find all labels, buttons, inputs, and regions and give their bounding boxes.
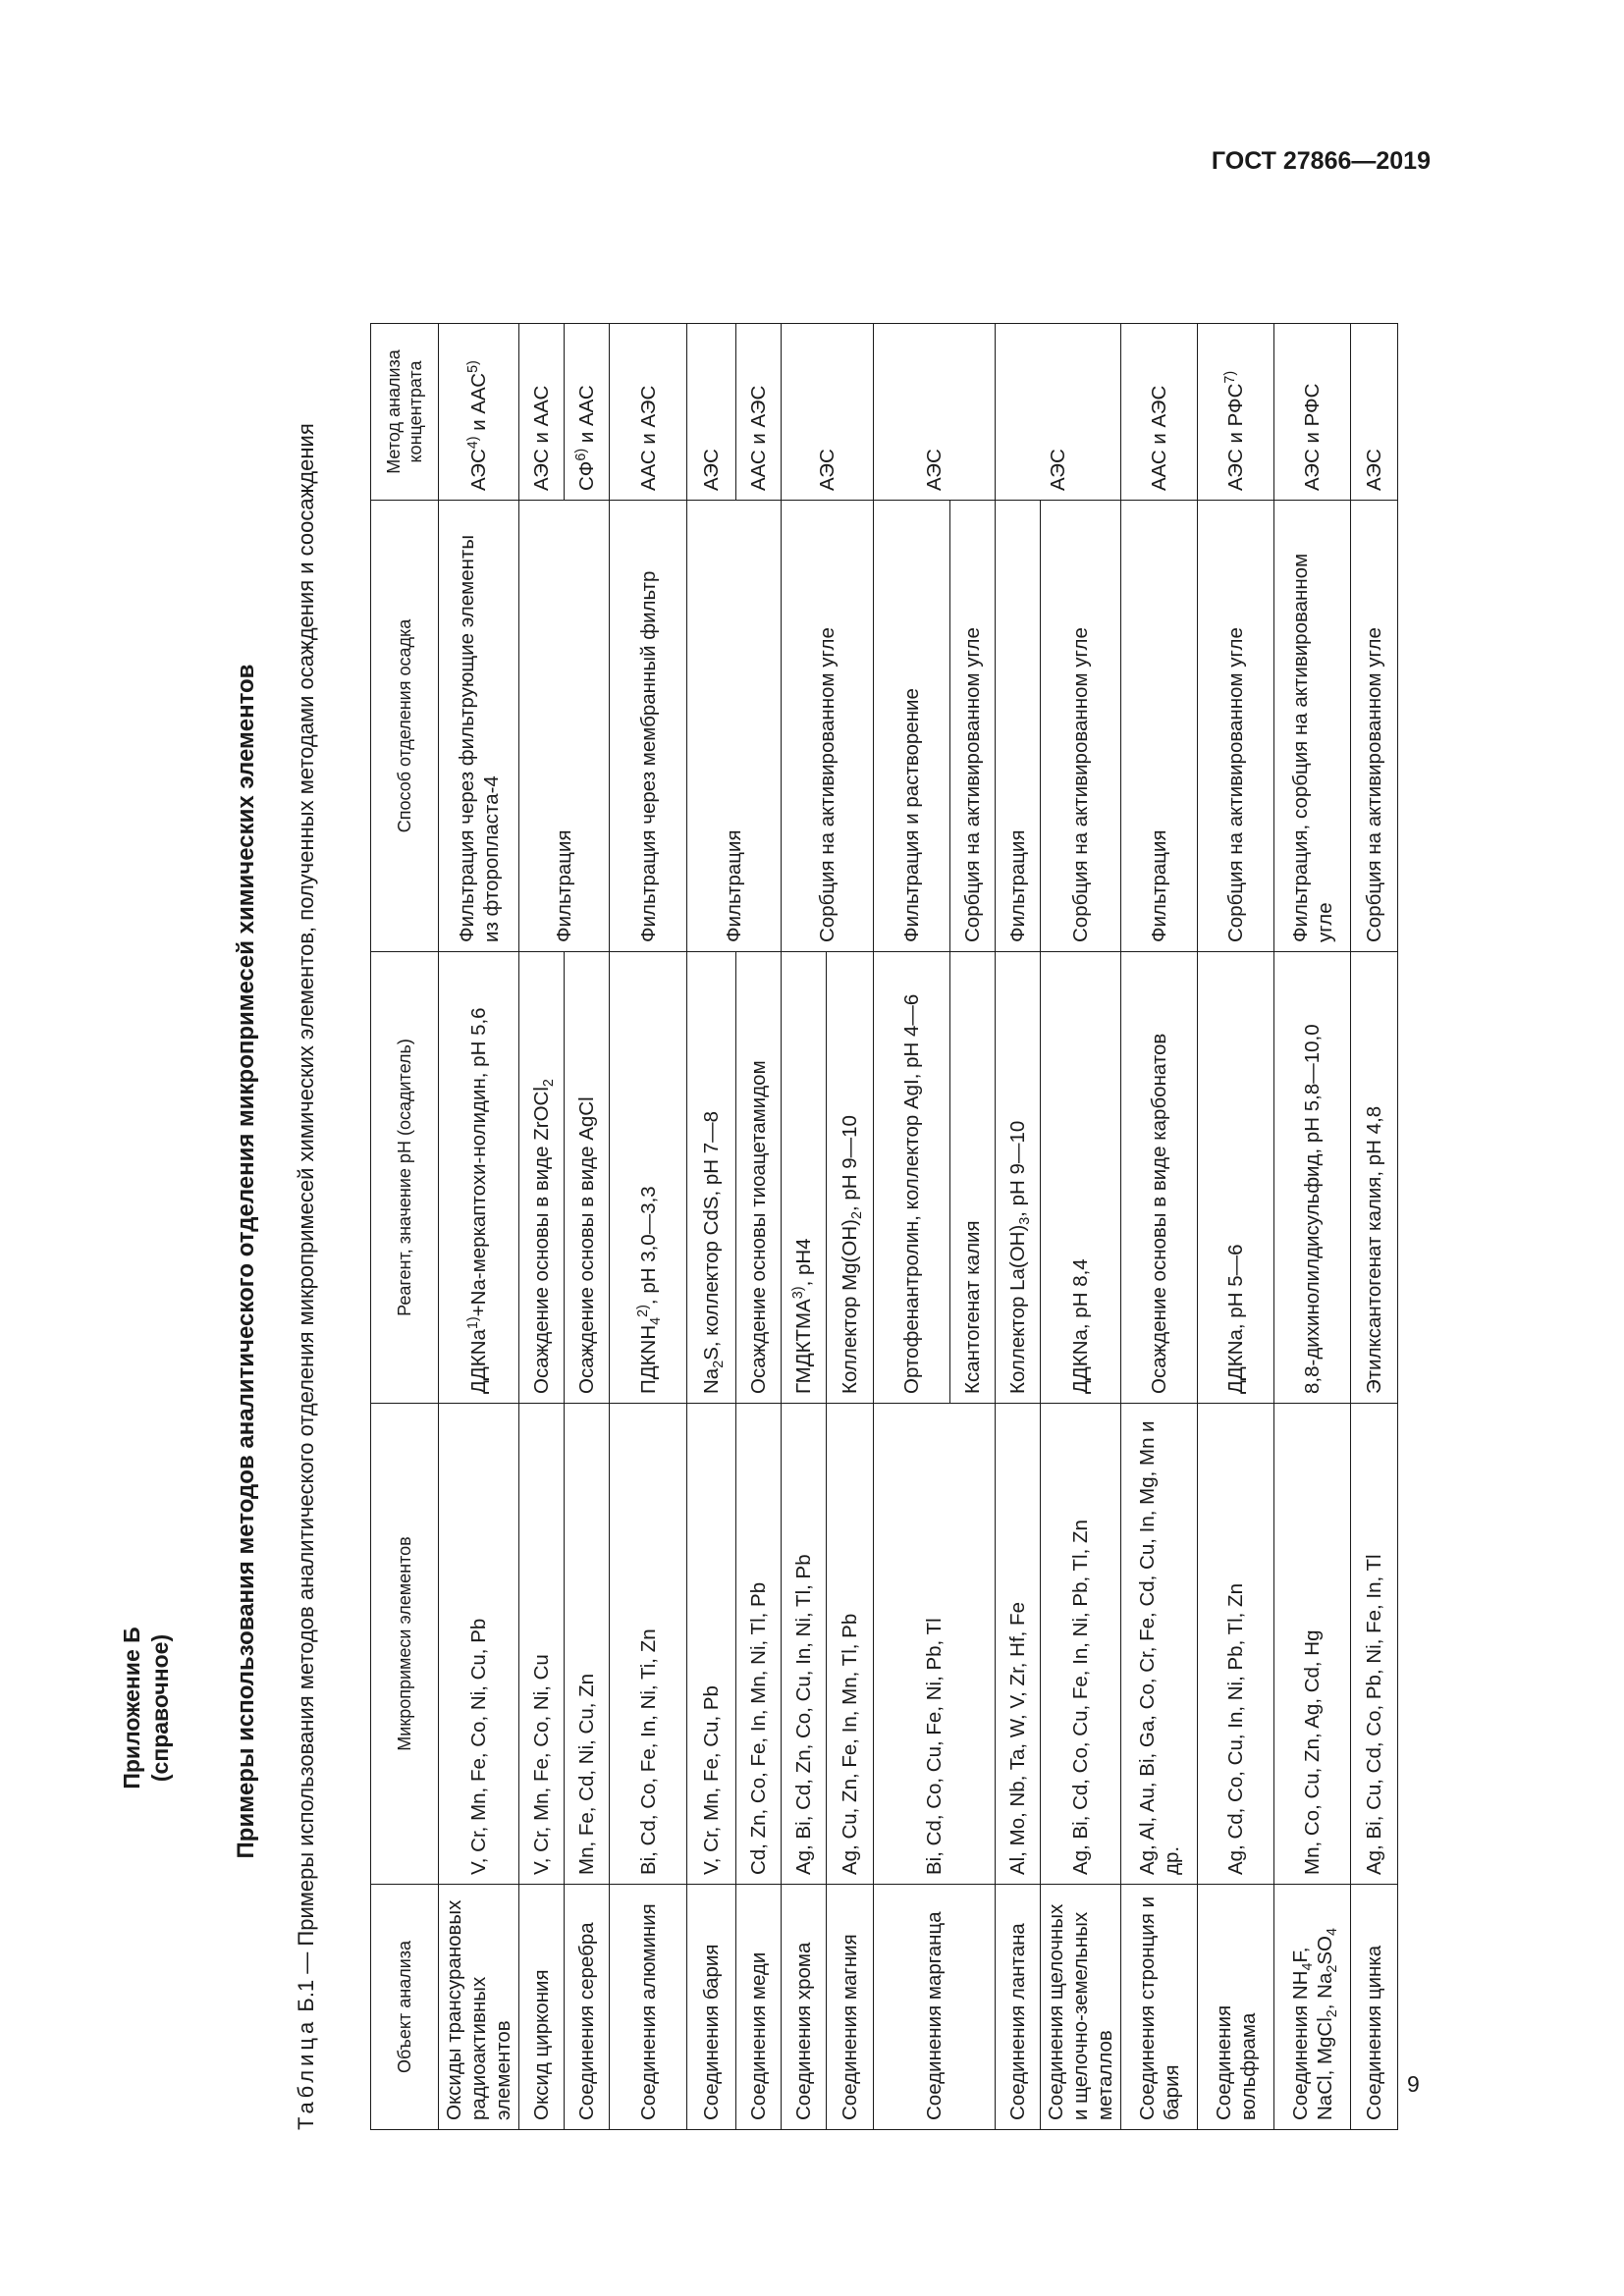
cell-object — [1274, 1885, 1351, 2130]
cell-reagent: ДДКNa, pH 5—6 — [1198, 952, 1274, 1404]
text-part: АЭС и РФС — [1224, 383, 1247, 491]
table-row — [519, 324, 565, 2130]
cell-impurities: Cd, Zn, Co, Fe, In, Mn, Ni, Tl, Pb — [736, 1404, 782, 1885]
subscript: 2 — [711, 1360, 728, 1368]
cell-separation: Фильтрация — [687, 501, 782, 952]
cell-separation: Сорбция на активированном угле — [1351, 501, 1398, 952]
cell-reagent: 8,8-дихинолилдисульфид, pH 5,8—10,0 — [1274, 952, 1351, 1404]
text-part: Na — [700, 1367, 723, 1394]
cell-object: Оксиды трансурановых радиоактивных элементов — [439, 1885, 519, 2130]
cell-reagent — [996, 952, 1041, 1404]
header-impurities: Микропримеси элементов — [371, 1404, 439, 1885]
cell-separation: Фильтрация — [519, 501, 610, 952]
cell-object: Соединения цинка — [1351, 1885, 1398, 2130]
cell-method: АЭС — [687, 324, 736, 501]
text-part: ДДКNa — [467, 1329, 490, 1394]
cell-reagent — [687, 952, 736, 1404]
cell-method — [439, 324, 519, 501]
header-object: Объект анализа — [371, 1885, 439, 2130]
text-part: S, коллектор CdS, pH 7—8 — [700, 1110, 723, 1361]
cell-reagent — [782, 952, 827, 1404]
cell-reagent: Осаждение основы в виде карбонатов — [1121, 952, 1198, 1404]
cell-reagent — [519, 952, 565, 1404]
table-row — [874, 324, 950, 2130]
cell-reagent: Этилксантогенат калия, pH 4,8 — [1351, 952, 1398, 1404]
cell-method: АЭС и ААС — [519, 324, 565, 501]
cell-object: Соединения серебра — [565, 1885, 610, 2130]
caption-number: Б.1 — [294, 1979, 318, 2012]
cell-impurities: Mn, Fe, Cd, Ni, Cu, Zn — [565, 1404, 610, 1885]
cell-impurities: Ag, Bi, Cd, Zn, Co, Cu, In, Ni, Tl, Pb — [782, 1404, 827, 1885]
cell-object: Соединения бария — [687, 1885, 736, 2130]
text-part: , pH4 — [792, 1238, 815, 1287]
cell-reagent: ДДКNa, pH 8,4 — [1041, 952, 1121, 1404]
page-number: 9 — [1407, 2071, 1420, 2097]
table-header-row — [371, 324, 439, 2130]
text-part: СФ — [575, 460, 598, 491]
cell-method — [1198, 324, 1274, 501]
cell-separation: Фильтрация — [996, 501, 1041, 952]
document-header-gost: ГОСТ 27866—2019 — [1211, 147, 1431, 175]
text-part: SO — [1313, 1936, 1336, 1965]
text-part: АЭС — [467, 449, 490, 491]
text-part: Осаждение основы в виде ZrOCl — [530, 1087, 553, 1394]
text-part: ГМДКТМА — [792, 1299, 815, 1394]
cell-reagent — [827, 952, 874, 1404]
footnote-ref: 6) — [573, 448, 590, 461]
rotated-content — [113, 236, 1448, 2199]
cell-method: ААС и АЭС — [610, 324, 687, 501]
cell-reagent: Осаждение основы тиоацетамидом — [736, 952, 782, 1404]
caption-text: — Примеры использования методов аналитического отделения микропримесей химических элементов, полученных методами осаждения и соосаждения — [294, 423, 318, 1974]
subscript: 2 — [1324, 2009, 1340, 2018]
cell-separation: Фильтрация через фильтрующие элементы из фторопласта-4 — [439, 501, 519, 952]
header-method: Метод анализа концентрата — [371, 324, 439, 501]
footnote-ref: 3) — [790, 1286, 807, 1300]
cell-object: Соединения алюминия — [610, 1885, 687, 2130]
appendix-title: Приложение Б — [119, 1627, 144, 1789]
cell-method: АЭС — [1351, 324, 1398, 501]
footnote-ref: 2) — [634, 1305, 651, 1317]
cell-separation: Сорбция на активированном угле — [1198, 501, 1274, 952]
cell-reagent — [610, 952, 687, 1404]
cell-impurities: V, Cr, Mn, Fe, Co, Ni, Cu, Pb — [439, 1404, 519, 1885]
text-part: ПДКNH — [636, 1324, 660, 1394]
table-row — [1121, 324, 1198, 2130]
cell-method: АЭС — [996, 324, 1121, 501]
cell-impurities: Ag, Bi, Cd, Co, Cu, Fe, In, Ni, Pb, Tl, Zn — [1041, 1404, 1121, 1885]
cell-impurities: Ag, Cd, Co, Cu, In, Ni, Pb, Tl, Zn — [1198, 1404, 1274, 1885]
cell-object: Соединения щелочных и щелочно-земельных металлов — [1041, 1885, 1121, 2130]
table-row — [1274, 324, 1351, 2130]
text-part: , pH 3,0—3,3 — [636, 1186, 660, 1306]
cell-object: Соединения меди — [736, 1885, 782, 2130]
cell-method: ААС и АЭС — [1121, 324, 1198, 501]
table-row — [996, 324, 1041, 2130]
footnote-ref: 5) — [465, 360, 482, 373]
text-part: Соединения NH — [1288, 1970, 1312, 2120]
header-separation: Способ отделения осадка — [371, 501, 439, 952]
subscript: 4 — [1324, 1928, 1340, 1936]
subscript: 2 — [1324, 1964, 1340, 1973]
cell-reagent: Ксантогенат калия — [950, 952, 996, 1404]
text-part: , Na — [1313, 1972, 1336, 2010]
appendix-heading — [118, 1217, 175, 2199]
cell-reagent: Ортофенантролин, коллектор AgI, pH 4—6 — [874, 952, 950, 1404]
cell-impurities: Ag, Cu, Zn, Fe, In, Mn, Tl, Pb — [827, 1404, 874, 1885]
cell-separation: Фильтрация — [1121, 501, 1198, 952]
cell-reagent: Осаждение основы в виде AgCl — [565, 952, 610, 1404]
subscript: 4 — [1299, 1962, 1316, 1971]
cell-object: Соединения стронция и бария — [1121, 1885, 1198, 2130]
footnote-ref: 4) — [465, 436, 482, 450]
cell-impurities: Mn, Co, Cu, Zn, Ag, Cd, Hg — [1274, 1404, 1351, 1885]
table-row — [439, 324, 519, 2130]
table-row — [1198, 324, 1274, 2130]
table-row — [687, 324, 736, 2130]
footnote-ref: 1) — [465, 1316, 482, 1330]
cell-impurities: Ag, Bi, Cu, Cd, Co, Pb, Ni, Fe, In, Tl — [1351, 1404, 1398, 1885]
text-part: +Na-меркаптохи-нолидин, pH 5,6 — [467, 1007, 490, 1317]
subscript: 2 — [849, 1211, 866, 1220]
cell-separation: Фильтрация, сорбция на активированном угле — [1274, 501, 1351, 952]
cell-separation: Фильтрация через мембранный фильтр — [610, 501, 687, 952]
cell-separation: Сорбция на активированном угле — [950, 501, 996, 952]
cell-object: Соединения магния — [827, 1885, 874, 2130]
table-row — [782, 324, 827, 2130]
cell-method: ААС и АЭС — [736, 324, 782, 501]
cell-separation: Сорбция на активированном угле — [782, 501, 874, 952]
cell-impurities: V, Cr, Mn, Fe, Cu, Pb — [687, 1404, 736, 1885]
text-part: Коллектор La(OH) — [1006, 1224, 1029, 1394]
cell-impurities: Al, Mo, Nb, Ta, W, V, Zr, Hf, Fe — [996, 1404, 1041, 1885]
text-part: , pH 9—10 — [839, 1115, 861, 1212]
data-table — [370, 323, 1398, 2130]
text-part: , pH 9—10 — [1006, 1120, 1029, 1217]
table-row — [610, 324, 687, 2130]
cell-impurities: Bi, Cd, Co, Fe, In, Ni, Ti, Zn — [610, 1404, 687, 1885]
cell-object: Соединения хрома — [782, 1885, 827, 2130]
cell-impurities: Ag, Al, Au, Bi, Ga, Co, Cr, Fe, Cd, Cu, In, Mg, Mn и др. — [1121, 1404, 1198, 1885]
cell-method: АЭС — [782, 324, 874, 501]
caption-prefix: Таблица — [294, 2017, 318, 2130]
subscript: 2 — [541, 1079, 558, 1088]
cell-method — [565, 324, 610, 501]
cell-method: АЭС и РФС — [1274, 324, 1351, 501]
footnote-ref: 7) — [1222, 370, 1239, 384]
cell-impurities: Bi, Cd, Co, Cu, Fe, Ni, Pb, Tl — [874, 1404, 996, 1885]
cell-object: Соединения марганца — [874, 1885, 996, 2130]
cell-object: Соединения лантана — [996, 1885, 1041, 2130]
cell-reagent — [439, 952, 519, 1404]
cell-separation: Фильтрация и растворение — [874, 501, 950, 952]
main-title: Примеры использования методов аналитического отделения микропримесей химических элементов — [233, 664, 259, 1859]
table-row — [1351, 324, 1398, 2130]
appendix-subtitle: (справочное) — [147, 1633, 173, 1783]
header-reagent: Реагент, значение pH (осадитель) — [371, 952, 439, 1404]
subscript: 4 — [647, 1316, 664, 1325]
table-row — [1041, 324, 1121, 2130]
text-part: и ААС — [467, 372, 490, 437]
text-part: и ААС — [575, 385, 598, 449]
text-part: Коллектор Mg(OH) — [839, 1219, 861, 1394]
cell-object: Соединения вольфрама — [1198, 1885, 1274, 2130]
cell-object: Оксид циркония — [519, 1885, 565, 2130]
cell-separation: Сорбция на активированном угле — [1041, 501, 1121, 952]
table-caption — [293, 324, 319, 2130]
subscript: 3 — [1017, 1216, 1034, 1225]
cell-method: АЭС — [874, 324, 996, 501]
text-part: F, NaCl, MgCl — [1288, 1947, 1336, 2120]
cell-impurities: V, Cr, Mn, Fe, Co, Ni, Cu — [519, 1404, 565, 1885]
